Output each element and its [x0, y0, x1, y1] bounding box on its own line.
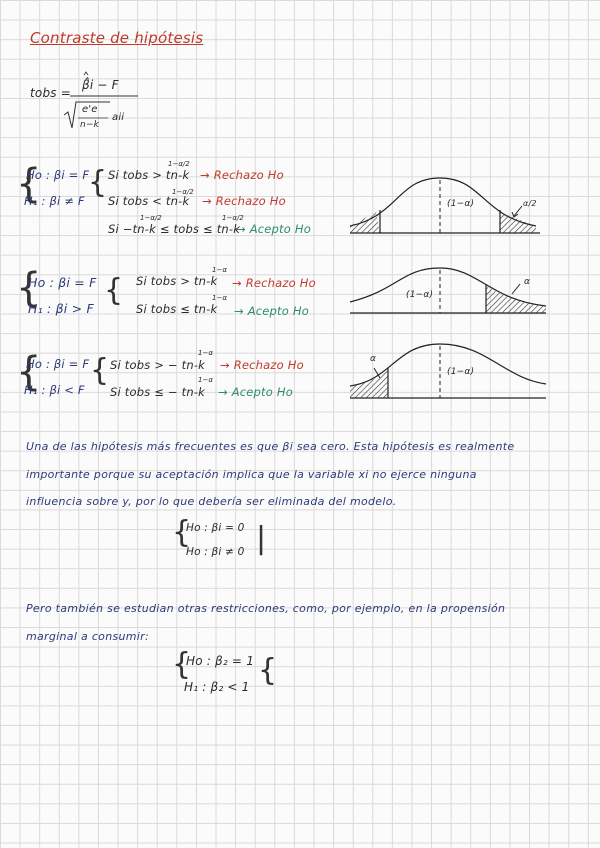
case1-h1: H₁ : βi ≠ F — [24, 194, 85, 208]
page-title: Contraste de hipótesis — [30, 29, 204, 47]
case1-left-brace: { — [16, 161, 42, 207]
beta2-h1: H₁ : β₂ < 1 — [184, 680, 250, 694]
case1-rule3: Si −tn-k ≤ tobs ≤ tn-k — [108, 222, 241, 236]
case2-rule1-result: → Rechazo Ho — [232, 276, 316, 290]
case1-rule3-sup-a: 1−α/2 — [140, 214, 162, 222]
zero-left-brace: { — [172, 515, 192, 550]
formula-numerator: β̂i − F — [82, 78, 119, 92]
paragraph1-line1: Una de las hipótesis más frecuentes es que βi sea cero. Esta hipótesis es realmente — [26, 440, 515, 453]
beta2-left-brace: { — [172, 647, 192, 682]
case2-right-brace: { — [104, 273, 124, 308]
case3-left-brace: { — [16, 349, 42, 395]
case3-h0: Ho : βi = F — [26, 357, 90, 371]
formula-inner-denominator: n−k — [80, 120, 100, 130]
case3-rule2-result: → Acepto Ho — [218, 385, 293, 399]
case2-h1: H₁ : βi > F — [28, 301, 94, 316]
formula-inner-numerator: e'e — [82, 104, 98, 115]
case3-rule1: Si tobs > − tn-k — [110, 358, 206, 372]
case2-rule1: Si tobs > tn-k — [136, 274, 218, 288]
formula-factor: aii — [112, 112, 125, 123]
case1-rule3-sup-b: 1−α/2 — [222, 214, 244, 222]
case3-rule1-result: → Rechazo Ho — [220, 358, 304, 372]
case1-rule1-result: → Rechazo Ho — [200, 168, 284, 182]
formula-lines — [64, 72, 138, 128]
beta2-h0: Ho : β₂ = 1 — [186, 654, 255, 668]
zero-h0: Ho : βi = 0 — [186, 522, 245, 534]
zero-h1: Ho : βi ≠ 0 — [186, 546, 245, 558]
case2-rule1-sup: 1−α — [212, 266, 227, 274]
case3-rule1-sup: 1−α — [198, 349, 213, 357]
case1-curve-tail: α/2 — [523, 199, 537, 208]
case2-curve-tail: α — [524, 277, 531, 287]
case1-rule3-result: → Acepto Ho — [236, 222, 311, 236]
case1-rule1-sup: 1−α/2 — [168, 160, 190, 168]
case1-rule2: Si tobs < tn-k — [108, 194, 190, 208]
paragraph2-line1: Pero también se estudian otras restricciones, como, por ejemplo, en la propensión — [26, 602, 506, 615]
case2-right-tailed-curve — [350, 268, 546, 313]
case1-two-tailed-curve — [350, 178, 540, 233]
case3-rule2: Si tobs ≤ − tn-k — [110, 385, 206, 399]
case3-curve-tail: α — [370, 354, 377, 364]
case2-left-brace: { — [16, 265, 42, 311]
formula-lhs: tobs = — [30, 86, 71, 100]
case2-rule2-sup: 1−α — [212, 294, 227, 302]
case1-rule2-result: → Rechazo Ho — [202, 194, 286, 208]
paragraph2-line2: marginal a consumir: — [26, 630, 149, 643]
case1-h0: Ho : βi = F — [26, 168, 90, 182]
case3-curve-center: (1−α) — [447, 367, 475, 377]
zero-right-brace: | — [256, 521, 267, 556]
case2-rule2-result: → Acepto Ho — [234, 304, 309, 318]
case1-rule1: Si tobs > tn-k — [108, 168, 190, 182]
paragraph1-line2: importante porque su aceptación implica que la variable xi no ejerce ninguna — [26, 468, 477, 481]
case2-h0: Ho : βi = F — [28, 275, 97, 290]
case3-rule2-sup: 1−α — [198, 376, 213, 384]
case2-rule2: Si tobs ≤ tn-k — [136, 302, 218, 316]
case2-curve-center: (1−α) — [406, 290, 434, 300]
case3-right-brace: { — [90, 353, 110, 388]
case3-left-tailed-curve — [350, 344, 546, 398]
paragraph1-line3: influencia sobre y, por lo que debería ser eliminada del modelo. — [26, 495, 397, 508]
beta2-right-brace: { — [258, 653, 278, 688]
case1-right-brace: { — [88, 165, 108, 200]
case1-curve-center: (1−α) — [447, 199, 475, 209]
case3-h1: H₁ : βi < F — [24, 383, 85, 397]
case1-rule2-sup: 1−α/2 — [172, 188, 194, 196]
